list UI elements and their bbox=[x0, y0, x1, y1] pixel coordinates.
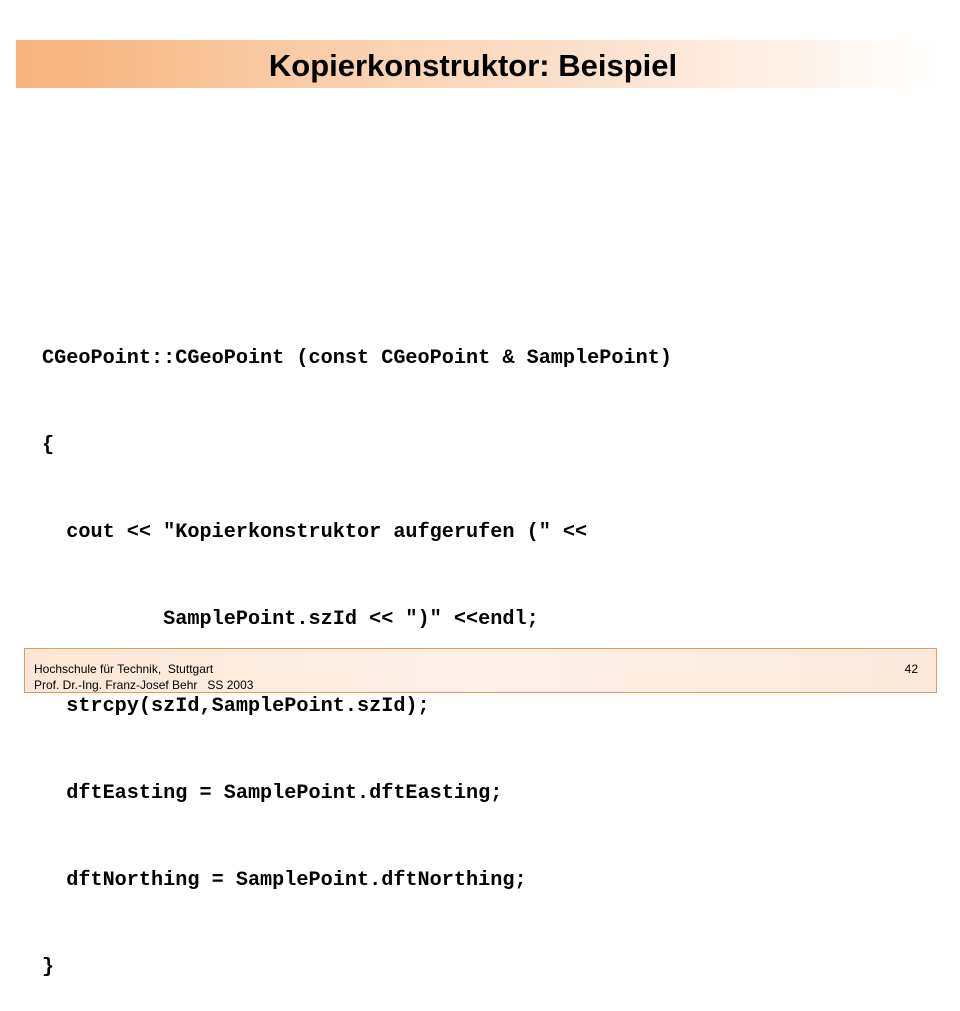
code-line: CGeoPoint::CGeoPoint (const CGeoPoint & SamplePoint) bbox=[42, 347, 672, 370]
code-line: dftNorthing = SamplePoint.dftNorthing; bbox=[42, 869, 527, 892]
code-line: SamplePoint.szId << ")" <<endl; bbox=[42, 608, 539, 631]
code-line: strcpy(szId,SamplePoint.szId); bbox=[42, 695, 430, 718]
page-number: 42 bbox=[904, 662, 918, 676]
code-line: dftEasting = SamplePoint.dftEasting; bbox=[42, 782, 503, 805]
code-line: } bbox=[42, 956, 55, 979]
footer-author: Prof. Dr.-Ing. Franz-Josef Behr SS 2003 bbox=[34, 678, 254, 692]
code-line: { bbox=[42, 434, 55, 457]
footer-institution: Hochschule für Technik, Stuttgart bbox=[34, 662, 214, 676]
slide-footer bbox=[24, 648, 937, 693]
slide-title: Kopierkonstruktor: Beispiel bbox=[268, 48, 678, 83]
code-line: cout << "Kopierkonstruktor aufgerufen (" << bbox=[42, 521, 588, 544]
